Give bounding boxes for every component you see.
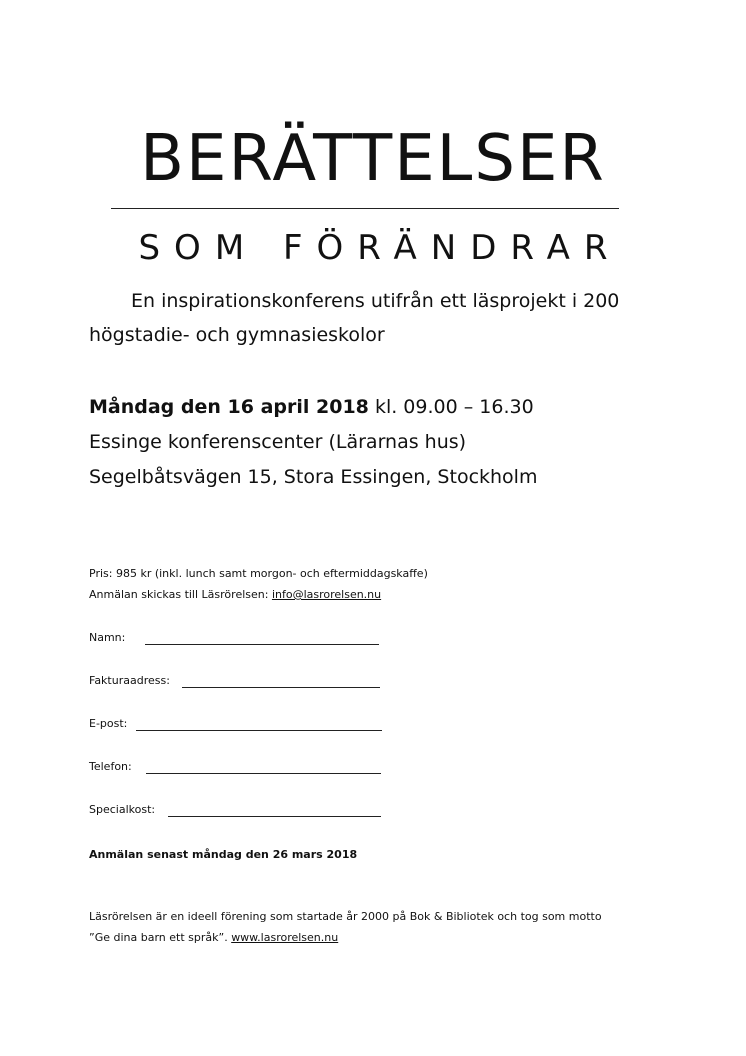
- intro-paragraph: En inspirationskonferens utifrån ett läsprojekt i 200 högstadie- och gymnasieskolor: [89, 290, 620, 346]
- field-label: Telefon:: [89, 760, 132, 773]
- registration-deadline: Anmälan senast måndag den 26 mars 2018: [89, 848, 358, 861]
- signup-email-link[interactable]: info@lasrorelsen.nu: [271, 588, 382, 601]
- event-date: Måndag den 16 april 2018: [89, 396, 369, 418]
- title-divider: [111, 208, 619, 209]
- field-label: Fakturaadress:: [89, 674, 170, 687]
- signup-text: Anmälan skickas till Läsrörelsen:: [89, 588, 269, 601]
- signup-line: [89, 584, 428, 605]
- diet-input-line[interactable]: [168, 803, 381, 817]
- price-text: Pris: 985 kr (inkl. lunch samt morgon- och eftermiddagskaffe): [89, 567, 428, 580]
- about-text: [89, 906, 602, 948]
- name-input-line[interactable]: [145, 631, 379, 645]
- email-input-line[interactable]: [136, 717, 382, 731]
- website-link[interactable]: www.lasrorelsen.nu: [231, 931, 339, 944]
- phone-input-line[interactable]: [146, 760, 381, 774]
- about-line-2: [89, 927, 602, 948]
- motto-text: ”Ge dina barn ett språk”.: [89, 931, 228, 944]
- page-title: BERÄTTELSER: [140, 122, 606, 196]
- field-label: E-post:: [89, 717, 128, 730]
- billing-address-input-line[interactable]: [182, 674, 380, 688]
- event-details: [89, 390, 689, 495]
- event-address: Segelbåtsvägen 15, Stora Essingen, Stockholm: [89, 466, 538, 488]
- field-label: Specialkost:: [89, 803, 156, 816]
- event-date-line: [89, 390, 689, 425]
- page-subtitle: SOM FÖRÄNDRAR: [138, 228, 622, 268]
- event-time: kl. 09.00 – 16.30: [374, 396, 534, 418]
- registration-info: [89, 563, 428, 605]
- event-venue: Essinge konferenscenter (Lärarnas hus): [89, 431, 467, 453]
- about-line-1: Läsrörelsen är en ideell förening som startade år 2000 på Bok & Bibliotek och tog som motto: [89, 910, 602, 923]
- field-label: Namn:: [89, 631, 126, 644]
